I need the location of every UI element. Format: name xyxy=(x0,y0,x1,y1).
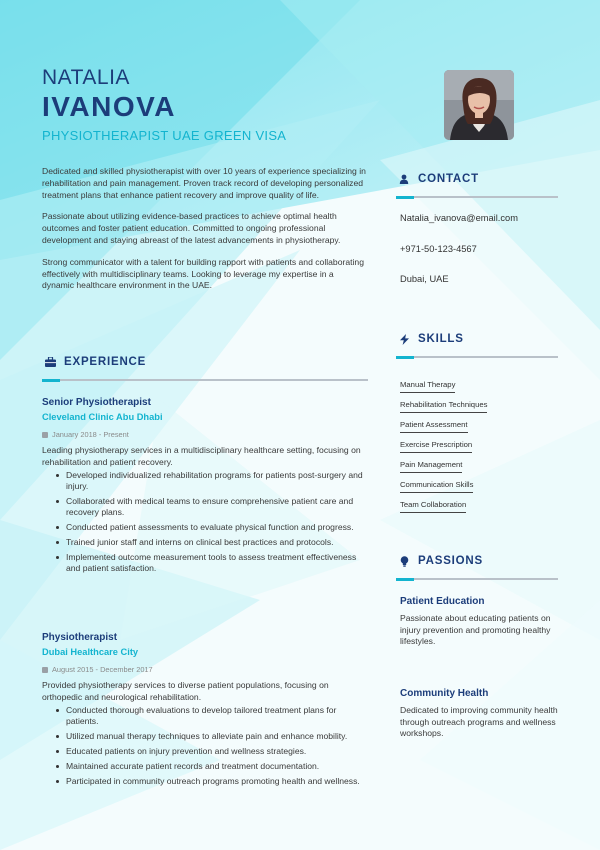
contact-divider xyxy=(396,196,558,198)
list-item: Maintained accurate patient records and treatment documentation. xyxy=(42,761,368,772)
person-icon xyxy=(398,173,410,185)
job-bullets xyxy=(42,705,368,787)
job-company: Dubai Healthcare City xyxy=(42,647,139,657)
passion-description: Dedicated to improving community health through outreach programs and wellness workshops. xyxy=(400,705,558,738)
summary-paragraph: Passionate about utilizing evidence-based practices to achieve optimal health outcomes and foster patient education. Committed to ongoing professional development and staying abreast of the latest advancements in physiotherapy. xyxy=(42,211,341,245)
passion-item xyxy=(400,596,560,648)
experience-title: EXPERIENCE xyxy=(64,356,147,368)
skill-item: Communication Skills xyxy=(400,480,473,493)
passions-section-header xyxy=(398,555,483,567)
skill-item: Rehabilitation Techniques xyxy=(400,400,487,413)
job-description: Provided physiotherapy services to diverse patient populations, focusing on orthopedic and neurological rehabilitation. xyxy=(42,680,329,702)
experience-divider xyxy=(42,379,368,381)
profile-photo xyxy=(444,70,514,140)
job-title: Physiotherapist xyxy=(42,632,118,643)
passion-item xyxy=(400,688,560,740)
list-item: Implemented outcome measurement tools to assess treatment effectiveness and patient satisfaction. xyxy=(42,552,368,574)
experience-section-header xyxy=(44,356,146,368)
list-item: Developed individualized rehabilitation programs for patients post-surgery and injury. xyxy=(42,470,368,492)
list-item: Collaborated with medical teams to ensure comprehensive patient care and recovery plans. xyxy=(42,496,368,518)
lightbulb-icon xyxy=(398,555,410,567)
skills-divider xyxy=(396,356,558,358)
contact-phone[interactable]: +971-50-123-4567 xyxy=(400,244,477,254)
passions-title: PASSIONS xyxy=(418,555,483,567)
job-entry xyxy=(42,397,368,578)
summary-paragraph: Dedicated and skilled physiotherapist with over 10 years of experience specializing in rehabilitation and pain management. Proven track record of developing personalized treatment plans that enhance patient recovery and improve quality of life. xyxy=(42,166,366,200)
skills-section-header xyxy=(398,333,464,345)
skill-item: Manual Therapy xyxy=(400,380,455,393)
job-dates xyxy=(42,430,368,439)
contact-section-header xyxy=(398,173,479,185)
job-entry xyxy=(42,632,368,791)
job-dates-text: January 2018 - Present xyxy=(52,430,129,439)
passion-description: Passionate about educating patients on injury prevention and promoting healthy lifestyles. xyxy=(400,613,551,646)
list-item: Educated patients on injury prevention and wellness strategies. xyxy=(42,746,368,757)
calendar-icon xyxy=(42,432,48,438)
list-item: Utilized manual therapy techniques to alleviate pain and enhance mobility. xyxy=(42,731,368,742)
contact-email[interactable]: Natalia_ivanova@email.com xyxy=(400,213,518,223)
job-dates xyxy=(42,665,368,674)
skills-list xyxy=(400,374,560,514)
list-item: Conducted thorough evaluations to develop tailored treatment plans for patients. xyxy=(42,705,368,727)
passions-divider xyxy=(396,578,558,580)
lightning-icon xyxy=(398,333,410,345)
briefcase-icon xyxy=(44,356,56,368)
job-company: Cleveland Clinic Abu Dhabi xyxy=(42,412,163,422)
skill-item: Patient Assessment xyxy=(400,420,468,433)
skill-item: Team Collaboration xyxy=(400,500,466,513)
skills-title: SKILLS xyxy=(418,333,464,345)
skill-item: Exercise Prescription xyxy=(400,440,472,453)
last-name: IVANOVA xyxy=(42,91,176,122)
passion-title: Community Health xyxy=(400,688,489,699)
list-item: Participated in community outreach programs promoting health and wellness. xyxy=(42,776,368,787)
list-item: Conducted patient assessments to evaluate physical function and progress. xyxy=(42,522,368,533)
contact-title: CONTACT xyxy=(418,173,479,185)
job-bullets xyxy=(42,470,368,574)
list-item: Trained junior staff and interns on clinical best practices and protocols. xyxy=(42,537,368,548)
summary-paragraph: Strong communicator with a talent for building rapport with patients and collaborating effectively with multidisciplinary teams. Looking to leverage my expertise in a dynamic healthcare environment in the UAE. xyxy=(42,256,364,291)
passion-title: Patient Education xyxy=(400,596,485,607)
first-name: NATALIA xyxy=(42,66,130,89)
calendar-icon xyxy=(42,667,48,673)
job-description: Leading physiotherapy services in a multidisciplinary healthcare setting, focusing on rehabilitation and patient recovery. xyxy=(42,445,361,467)
profile-summary xyxy=(42,166,368,302)
job-dates-text: August 2015 - December 2017 xyxy=(52,665,153,674)
job-headline: PHYSIOTHERAPIST UAE GREEN VISA xyxy=(42,128,287,143)
contact-location: Dubai, UAE xyxy=(400,274,449,284)
skill-item: Pain Management xyxy=(400,460,462,473)
job-title: Senior Physiotherapist xyxy=(42,397,151,408)
